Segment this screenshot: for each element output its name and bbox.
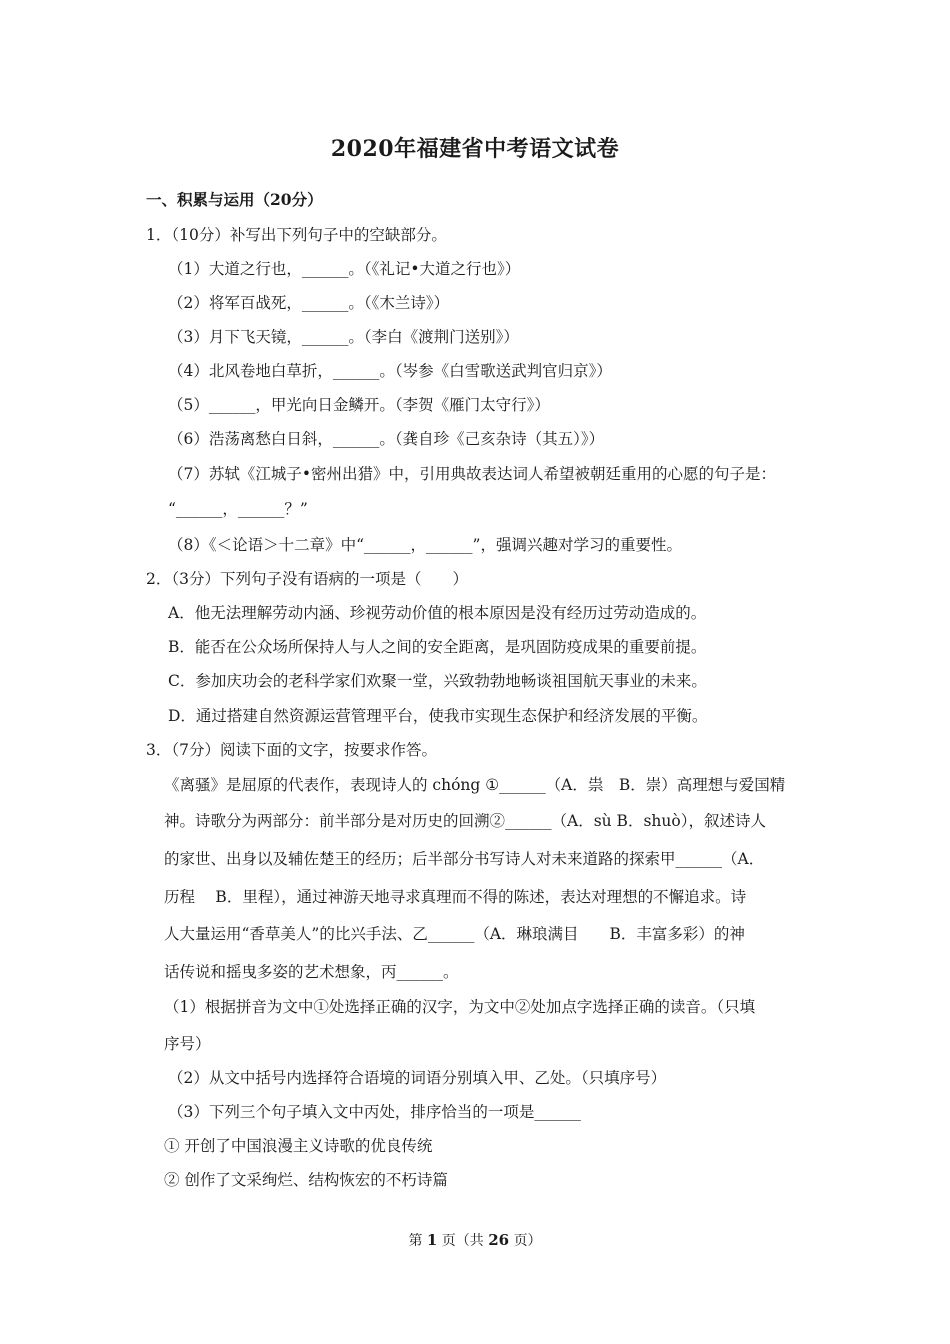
question-3-choice: ② 创作了文采绚烂、结构恢宏的不朽诗篇 (164, 1171, 448, 1189)
question-1-item: “______，______？” (168, 500, 308, 518)
footer-suffix: 页） (513, 1233, 542, 1249)
question-2-option: A．他无法理解劳动内涵、珍视劳动价值的根本原因是没有经历过劳动造成的。 (168, 604, 707, 622)
question-3-passage-line: 话传说和摇曳多姿的艺术想象，丙______。 (164, 963, 459, 981)
page-number: 1 (426, 1231, 438, 1249)
question-3-passage-line: 的家世、出身以及辅佐楚王的经历；后半部分书写诗人对未来道路的探索甲______（A． (164, 850, 765, 868)
question-3-sub: （2）从文中括号内选择符合语境的词语分别填入甲、乙处。（只填序号） (168, 1069, 667, 1087)
page-title: 2020年福建省中考语文试卷 (330, 136, 620, 162)
question-3-choice: ① 开创了中国浪漫主义诗歌的优良传统 (164, 1137, 433, 1155)
question-3-sub: （1）根据拼音为文中①处选择正确的汉字，为文中②处加点字选择正确的读音。（只填 (164, 998, 756, 1016)
question-1-item: （3）月下飞天镜，______。（李白《渡荆门送别》） (168, 328, 519, 346)
page-total: 26 (488, 1231, 510, 1249)
section-heading: 一、积累与运用（20分） (146, 190, 323, 209)
question-3-sub: 序号） (164, 1035, 211, 1053)
question-1-item: （1）大道之行也，______。（《礼记•大道之行也》） (168, 260, 521, 278)
question-2-option: B．能否在公众场所保持人与人之间的安全距离，是巩固防疫成果的重要前提。 (168, 638, 707, 656)
question-2-option: C．参加庆功会的老科学家们欢聚一堂，兴致勃勃地畅谈祖国航天事业的未来。 (168, 672, 707, 690)
question-1-item: （4）北风卷地白草折，______。（岑参《白雪歌送武判官归京》） (168, 362, 612, 380)
footer-middle: 页（共 (441, 1233, 484, 1249)
question-1-item: （8）《＜论语＞十二章》中“______，______”，强调兴趣对学习的重要性。 (168, 536, 682, 554)
question-2-stem: 2．（3分）下列句子没有语病的一项是（ ） (146, 570, 468, 588)
question-3-passage-line: 神。诗歌分为两部分：前半部分是对历史的回溯②______（A．sù B．shuò），叙述诗人 (164, 812, 766, 830)
question-3-sub: （3）下列三个句子填入文中丙处，排序恰当的一项是______ (168, 1103, 581, 1121)
question-1-item: （7）苏轼《江城子•密州出猎》中，引用典故表达词人希望被朝廷重用的心愿的句子是： (168, 465, 777, 483)
question-1-item: （2）将军百战死，______。（《木兰诗》） (168, 294, 450, 312)
question-3-passage-line: 人大量运用“香草美人”的比兴手法、乙______（A．琳琅满目 B．丰富多彩）的神 (164, 925, 745, 943)
question-3-passage-line: 历程 B．里程），通过神游天地寻求真理而不得的陈述，表达对理想的不懈追求。诗 (164, 888, 747, 906)
question-1-item: （5）______，甲光向日金鳞开。（李贺《雁门太守行》） (168, 396, 550, 414)
question-3-stem: 3．（7分）阅读下面的文字，按要求作答。 (146, 741, 437, 759)
footer-prefix: 第 (408, 1233, 423, 1249)
page-footer (0, 1230, 950, 1250)
question-2-option: D．通过搭建自然资源运营管理平台，使我市实现生态保护和经济发展的平衡。 (168, 707, 708, 725)
question-3-passage-line: 《离骚》是屈原的代表作，表现诗人的 chóng ①______（A．祟 B．崇）高理想与爱国精 (164, 776, 786, 794)
question-1-stem: 1．（10分）补写出下列句子中的空缺部分。 (146, 226, 447, 244)
question-1-item: （6）浩荡离愁白日斜，______。（龚自珍《己亥杂诗（其五）》） (168, 430, 605, 448)
